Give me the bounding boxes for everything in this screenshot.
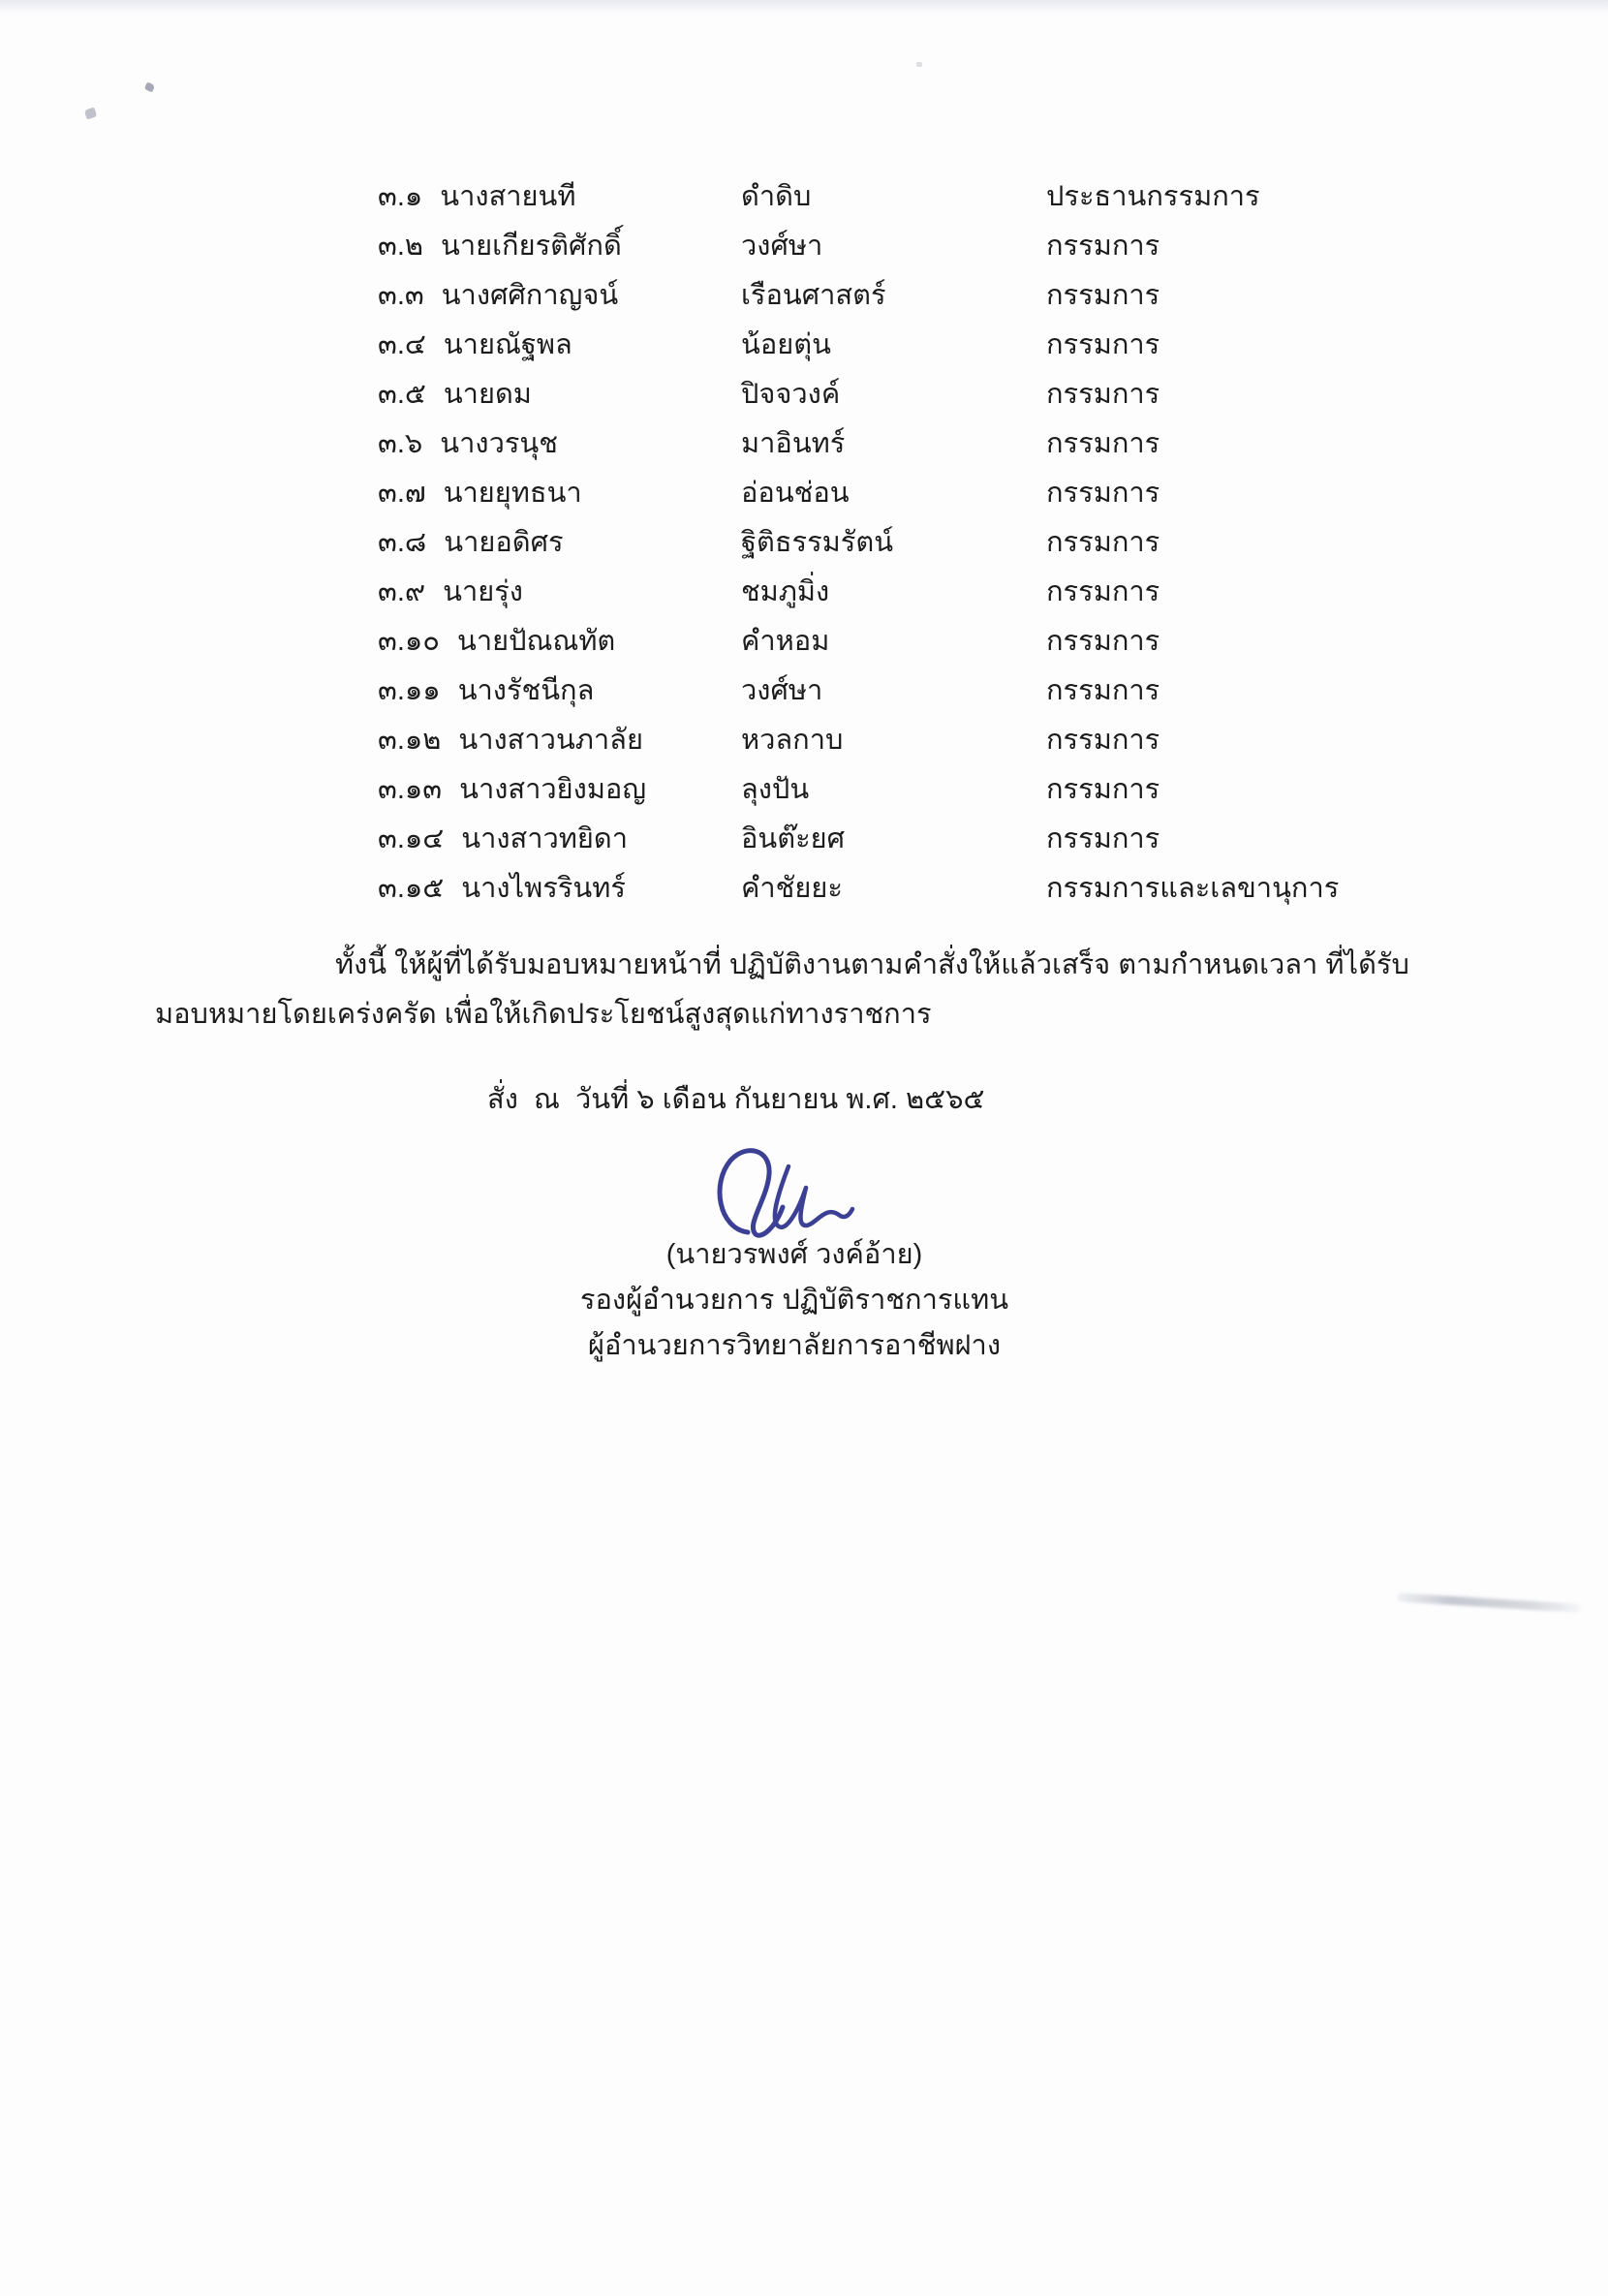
member-role: กรรมการ xyxy=(1046,626,1160,657)
item-number: ๓.๑๓ xyxy=(378,774,443,805)
scan-smudge xyxy=(1397,1593,1581,1613)
item-number: ๓.๑๑ xyxy=(378,675,441,706)
item-number: ๓.๑๐ xyxy=(378,626,440,657)
committee-row xyxy=(0,765,1608,815)
member-surname: เรือนศาสตร์ xyxy=(741,280,886,311)
member-role: กรรมการ xyxy=(1046,725,1160,756)
member-role: กรรมการ xyxy=(1046,428,1160,459)
member-first-name: นายเกียรติศักดิ์ xyxy=(441,231,622,262)
scan-speck xyxy=(916,62,922,67)
member-first-name: นายณัฐพล xyxy=(443,329,572,360)
signature-strokes xyxy=(720,1151,852,1236)
member-surname: คำหอม xyxy=(741,626,830,657)
member-role: กรรมการ xyxy=(1046,823,1160,854)
committee-row xyxy=(0,370,1608,419)
member-role: กรรมการ xyxy=(1046,527,1160,558)
item-number: ๓.๙ xyxy=(378,576,426,607)
member-first-name: นางวรนุช xyxy=(440,428,558,459)
item-number: ๓.๑๔ xyxy=(378,823,445,854)
closing-line-1: ทั้งนี้ ให้ผู้ที่ได้รับมอบหมายหน้าที่ ปฏิบัติงานตามคำสั่งให้แล้วเสร็จ ตามกำหนดเวลา ที่ได้รับ xyxy=(335,949,1409,980)
member-first-name: นางสาวยิงมอญ xyxy=(459,774,647,805)
scan-speck xyxy=(84,108,98,120)
member-role: กรรมการ xyxy=(1046,576,1160,607)
committee-row xyxy=(0,321,1608,370)
committee-row xyxy=(0,271,1608,321)
member-surname: ดำดิบ xyxy=(741,181,812,212)
committee-row xyxy=(0,419,1608,469)
member-first-name: นายยุทธนา xyxy=(443,478,582,509)
committee-row xyxy=(0,469,1608,518)
member-role: กรรมการ xyxy=(1046,379,1160,410)
item-number: ๓.๗ xyxy=(378,478,426,509)
member-role: กรรมการ xyxy=(1046,329,1160,360)
member-role: กรรมการและเลขานุการ xyxy=(1046,873,1340,904)
committee-row xyxy=(0,172,1608,222)
item-number: ๓.๕ xyxy=(378,379,426,410)
committee-row xyxy=(0,667,1608,716)
member-surname: วงศ์ษา xyxy=(741,231,823,262)
scan-speck xyxy=(144,82,155,93)
committee-row xyxy=(0,815,1608,864)
item-number: ๓.๑๕ xyxy=(378,873,445,904)
order-date-line: สั่ง ณ วันที่ ๖ เดือน กันยายน พ.ศ. ๒๕๖๕ xyxy=(487,1084,985,1115)
committee-row xyxy=(0,568,1608,617)
member-surname: น้อยตุ่น xyxy=(741,329,831,360)
signer-position-line-2: ผู้อำนวยการวิทยาลัยการอาชีพฝาง xyxy=(587,1330,1001,1361)
committee-row xyxy=(0,518,1608,568)
member-surname: อ่อนช่อน xyxy=(741,478,850,509)
closing-paragraph xyxy=(155,941,1531,1039)
member-role: กรรมการ xyxy=(1046,478,1160,509)
committee-list xyxy=(0,172,1608,914)
member-first-name: นายปัณณทัต xyxy=(457,626,616,657)
member-first-name: นายรุ่ง xyxy=(443,576,523,607)
member-first-name: นายดม xyxy=(443,379,532,410)
member-surname: ปิจจวงค์ xyxy=(741,379,841,410)
committee-row xyxy=(0,617,1608,667)
item-number: ๓.๑๒ xyxy=(378,725,442,756)
item-number: ๓.๑ xyxy=(378,181,423,212)
member-surname: ฐิติธรรมรัตน์ xyxy=(741,527,894,558)
member-role: กรรมการ xyxy=(1046,231,1160,262)
member-role: กรรมการ xyxy=(1046,774,1160,805)
member-surname: อินต๊ะยศ xyxy=(741,823,846,854)
committee-row xyxy=(0,222,1608,271)
signer-block xyxy=(465,1232,1124,1369)
member-surname: ลุงปัน xyxy=(741,774,810,805)
scan-edge-shading xyxy=(0,0,1608,14)
committee-row xyxy=(0,864,1608,914)
member-surname: มาอินทร์ xyxy=(741,428,846,459)
item-number: ๓.๔ xyxy=(378,329,426,360)
member-first-name: นางไพรรินทร์ xyxy=(461,873,626,904)
member-first-name: นางศศิกาญจน์ xyxy=(441,280,619,311)
member-first-name: นางสายนที xyxy=(440,181,576,212)
signer-name: (นายวรพงศ์ วงค์อ้าย) xyxy=(665,1239,923,1270)
member-surname: หวลกาบ xyxy=(741,725,844,756)
member-role: กรรมการ xyxy=(1046,280,1160,311)
member-first-name: นางสาวนภาลัย xyxy=(458,725,643,756)
member-first-name: นางรัชนีกุล xyxy=(457,675,595,706)
member-surname: วงศ์ษา xyxy=(741,675,823,706)
member-first-name: นางสาวทยิดา xyxy=(461,823,629,854)
member-surname: คำชัยยะ xyxy=(741,873,843,904)
member-first-name: นายอดิศร xyxy=(444,527,564,558)
item-number: ๓.๓ xyxy=(378,280,424,311)
member-role: กรรมการ xyxy=(1046,675,1160,706)
item-number: ๓.๘ xyxy=(378,527,427,558)
item-number: ๓.๖ xyxy=(378,428,423,459)
member-surname: ชมภูมิ่ง xyxy=(741,576,830,607)
committee-row xyxy=(0,716,1608,765)
member-role: ประธานกรรมการ xyxy=(1046,181,1260,212)
signer-position-line-1: รองผู้อำนวยการ ปฏิบัติราชการแทน xyxy=(579,1285,1009,1316)
item-number: ๓.๒ xyxy=(378,231,423,262)
closing-line-2: มอบหมายโดยเคร่งครัด เพื่อให้เกิดประโยชน์สูงสุดแก่ทางราชการ xyxy=(155,999,932,1030)
